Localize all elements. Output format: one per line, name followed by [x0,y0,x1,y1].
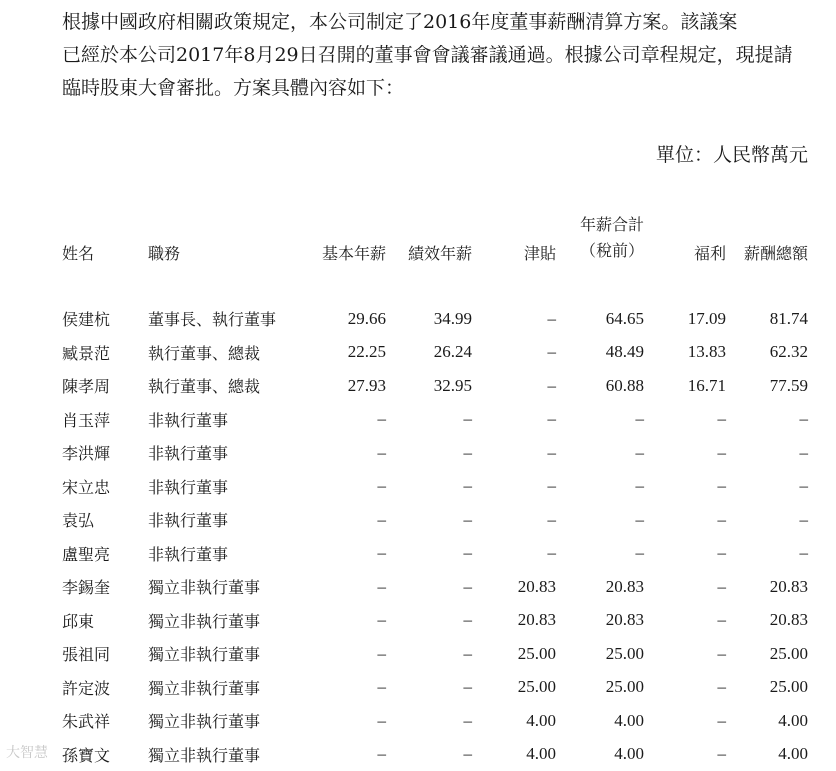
header-allowance: 津貼 [523,244,556,263]
performance-salary-cell: – [463,576,472,596]
performance-salary-cell: 26.24 [433,342,472,362]
performance-salary-cell: 32.95 [433,375,472,395]
total-compensation-cell: – [799,476,808,496]
table-row [62,302,808,336]
intro-line: 根據中國政府相關政策規定，本公司制定了2016年度董事薪酬清算方案。該議案 [62,11,738,33]
allowance-cell: 20.83 [517,610,556,630]
director-role: 非執行董事 [148,544,229,564]
director-role: 非執行董事 [148,511,229,531]
base-salary-cell: – [377,442,386,462]
director-name: 臧景范 [62,343,111,363]
allowance-cell: – [547,409,556,429]
watermark-logo: 大智慧 [6,745,48,761]
performance-salary-cell: – [463,543,472,563]
performance-salary-cell: – [463,677,472,697]
total-compensation-cell: – [799,509,808,529]
allowance-cell: – [547,375,556,395]
director-role: 獨立非執行董事 [148,712,261,732]
director-role: 非執行董事 [148,410,229,430]
base-salary-cell: – [377,710,386,730]
table-row [62,503,808,537]
table-row [62,637,808,671]
performance-salary-cell: 34.99 [433,308,472,328]
director-name: 孫寶文 [62,745,111,765]
annual-total-cell: 20.83 [605,576,644,596]
base-salary-cell: 22.25 [347,342,386,362]
annual-total-cell: – [635,476,644,496]
director-role: 執行董事、總裁 [148,343,261,363]
director-role: 獨立非執行董事 [148,578,261,598]
welfare-cell: 16.71 [687,375,726,395]
annual-total-cell: 25.00 [605,677,644,697]
base-salary-cell: – [377,677,386,697]
annual-total-cell: 20.83 [605,610,644,630]
performance-salary-cell: – [463,476,472,496]
header-annual-total-line2: （稅前） [579,241,644,260]
welfare-cell: – [717,509,726,529]
total-compensation-cell: – [799,442,808,462]
director-name: 宋立忠 [62,477,111,497]
welfare-cell: – [717,476,726,496]
director-role: 獨立非執行董事 [148,678,261,698]
total-compensation-cell: 77.59 [769,375,808,395]
base-salary-cell: 29.66 [347,308,386,328]
table-row [62,403,808,437]
total-compensation-cell: 81.74 [769,308,808,328]
performance-salary-cell: – [463,409,472,429]
welfare-cell: – [717,610,726,630]
table-row [62,704,808,738]
table-row [62,738,808,771]
total-compensation-cell: 20.83 [769,576,808,596]
table-header-row [62,198,808,264]
director-role: 非執行董事 [148,477,229,497]
annual-total-cell: 64.65 [605,308,644,328]
base-salary-cell: – [377,643,386,663]
table-row [62,570,808,604]
performance-salary-cell: – [463,744,472,764]
director-role: 董事長、執行董事 [148,310,277,330]
base-salary-cell: – [377,543,386,563]
annual-total-cell: – [635,543,644,563]
table-row [62,369,808,403]
director-name: 朱武祥 [62,712,111,732]
total-compensation-cell: 25.00 [769,643,808,663]
annual-total-cell: 60.88 [605,375,644,395]
total-compensation-cell: 20.83 [769,610,808,630]
allowance-cell: 4.00 [526,710,556,730]
header-base-salary: 基本年薪 [321,244,386,263]
annual-total-cell: – [635,409,644,429]
director-name: 肖玉萍 [62,410,111,430]
director-name: 李錫奎 [62,578,111,598]
director-name: 邱東 [62,611,95,631]
base-salary-cell: – [377,509,386,529]
welfare-cell: 17.09 [687,308,726,328]
header-name: 姓名 [62,244,95,263]
welfare-cell: – [717,744,726,764]
header-performance-salary: 績效年薪 [407,244,472,263]
allowance-cell: 25.00 [517,677,556,697]
base-salary-cell: 27.93 [347,375,386,395]
table-row [62,436,808,470]
total-compensation-cell: 4.00 [778,710,808,730]
annual-total-cell: 48.49 [605,342,644,362]
annual-total-cell: 4.00 [614,744,644,764]
table-row [62,671,808,705]
intro-paragraph [62,6,822,105]
director-role: 獨立非執行董事 [148,745,261,765]
welfare-cell: – [717,442,726,462]
welfare-cell: – [717,576,726,596]
director-name: 袁弘 [62,511,95,531]
director-name: 張祖同 [62,645,111,665]
total-compensation-cell: 25.00 [769,677,808,697]
welfare-cell: – [717,677,726,697]
table-row [62,537,808,571]
performance-salary-cell: – [463,442,472,462]
performance-salary-cell: – [463,643,472,663]
welfare-cell: – [717,643,726,663]
allowance-cell: – [547,543,556,563]
intro-line: 已經於本公司2017年8月29日召開的董事會會議審議通過。根據公司章程規定，現提請 [62,44,793,66]
welfare-cell: – [717,543,726,563]
allowance-cell: 20.83 [517,576,556,596]
director-name: 許定波 [62,678,111,698]
director-name: 陳孝周 [62,377,111,397]
allowance-cell: 4.00 [526,744,556,764]
allowance-cell: – [547,442,556,462]
annual-total-cell: 4.00 [614,710,644,730]
allowance-cell: – [547,476,556,496]
performance-salary-cell: – [463,509,472,529]
header-total-compensation: 薪酬總額 [743,244,808,263]
director-role: 非執行董事 [148,444,229,464]
header-welfare: 福利 [693,244,726,263]
allowance-cell: – [547,308,556,328]
intro-line: 臨時股東大會審批。方案具體內容如下： [62,77,405,99]
director-name: 李洪輝 [62,444,111,464]
header-annual-total [556,198,644,264]
welfare-cell: – [717,710,726,730]
total-compensation-cell: 62.32 [769,342,808,362]
base-salary-cell: – [377,576,386,596]
performance-salary-cell: – [463,710,472,730]
director-role: 獨立非執行董事 [148,611,261,631]
welfare-cell: – [717,409,726,429]
total-compensation-cell: – [799,543,808,563]
welfare-cell: 13.83 [687,342,726,362]
annual-total-cell: – [635,509,644,529]
base-salary-cell: – [377,476,386,496]
table-row [62,336,808,370]
base-salary-cell: – [377,610,386,630]
director-role: 執行董事、總裁 [148,377,261,397]
header-annual-total-line1: 年薪合計 [579,215,644,234]
allowance-cell: 25.00 [517,643,556,663]
compensation-table [62,198,808,771]
performance-salary-cell: – [463,610,472,630]
director-role: 獨立非執行董事 [148,645,261,665]
unit-label: 單位：人民幣萬元 [655,144,808,166]
annual-total-cell: 25.00 [605,643,644,663]
base-salary-cell: – [377,744,386,764]
annual-total-cell: – [635,442,644,462]
table-row [62,604,808,638]
director-name: 侯建杭 [62,310,111,330]
total-compensation-cell: 4.00 [778,744,808,764]
base-salary-cell: – [377,409,386,429]
table-row [62,470,808,504]
allowance-cell: – [547,509,556,529]
header-role: 職務 [148,244,181,263]
allowance-cell: – [547,342,556,362]
director-name: 盧聖亮 [62,544,111,564]
total-compensation-cell: – [799,409,808,429]
